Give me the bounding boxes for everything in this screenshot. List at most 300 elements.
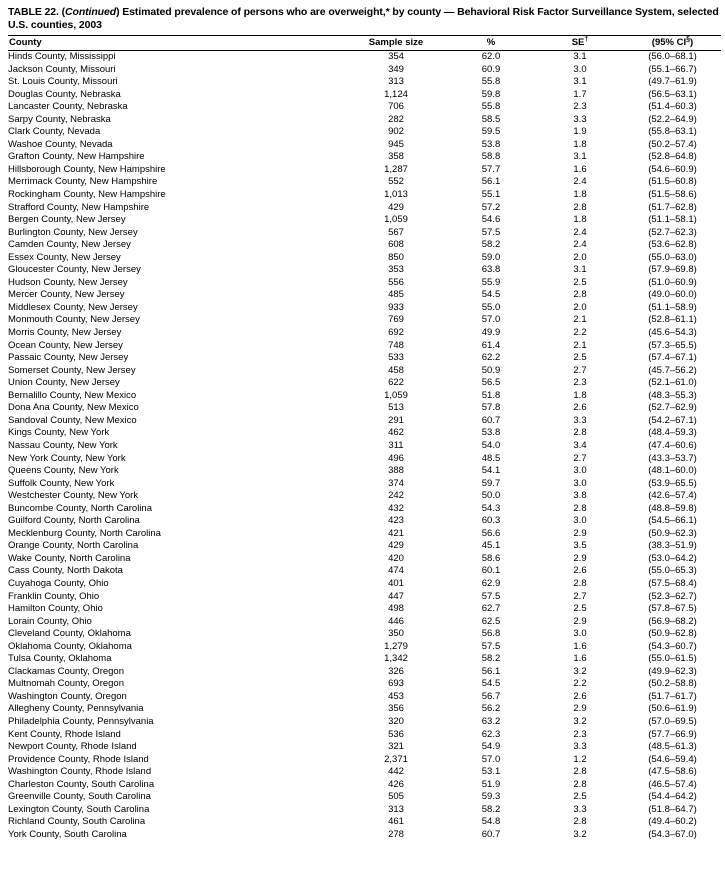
table-row <box>8 151 721 164</box>
cell-percent: 54.6 <box>481 214 501 226</box>
cell-ci: (54.2–67.1) <box>648 414 697 426</box>
cell-se: 2.4 <box>573 226 587 238</box>
cell-se: 2.1 <box>573 339 587 351</box>
cell-percent: 57.7 <box>481 163 501 175</box>
cell-se: 1.8 <box>573 214 587 226</box>
table-row <box>8 553 721 566</box>
column-header-ci-footnote: § <box>686 35 691 43</box>
cell-percent: 60.3 <box>481 515 501 527</box>
cell-percent: 57.5 <box>481 590 501 602</box>
cell-county: Sandoval County, New Mexico <box>8 414 137 426</box>
table-row <box>8 176 721 189</box>
cell-county: New York County, New York <box>8 452 126 464</box>
cell-county: Clark County, Nevada <box>8 126 101 138</box>
cell-ci: (47.4–60.6) <box>648 439 697 451</box>
cell-ci: (54.3–60.7) <box>648 640 697 652</box>
cell-se: 1.6 <box>573 653 587 665</box>
table-row <box>8 239 721 252</box>
cell-se: 3.1 <box>573 264 587 276</box>
table-row <box>8 302 721 315</box>
table-row <box>8 126 721 139</box>
cell-county: Westchester County, New York <box>8 490 139 502</box>
cell-ci: (45.6–54.3) <box>648 327 697 339</box>
cell-county: Gloucester County, New Jersey <box>8 264 141 276</box>
cell-sample-size: 326 <box>388 665 404 677</box>
cell-percent: 57.2 <box>481 201 501 213</box>
cell-sample-size: 474 <box>388 565 404 577</box>
cell-percent: 53.1 <box>481 766 501 778</box>
table-row <box>8 804 721 817</box>
cell-percent: 45.1 <box>481 540 501 552</box>
cell-percent: 54.5 <box>481 678 501 690</box>
table-title-prefix: TABLE 22. ( <box>8 6 66 18</box>
cell-county: Orange County, North Carolina <box>8 540 139 552</box>
cell-sample-size: 349 <box>388 63 404 75</box>
table-row <box>8 816 721 829</box>
column-header-percent: % <box>446 36 536 51</box>
cell-sample-size: 1,342 <box>384 653 408 665</box>
cell-percent: 54.8 <box>481 816 501 828</box>
table-row <box>8 465 721 478</box>
table-row <box>8 729 721 742</box>
cell-percent: 63.8 <box>481 264 501 276</box>
table-row <box>8 202 721 215</box>
cell-sample-size: 447 <box>388 590 404 602</box>
cell-se: 3.2 <box>573 715 587 727</box>
cell-county: Providence County, Rhode Island <box>8 753 149 765</box>
cell-percent: 59.5 <box>481 126 501 138</box>
cell-sample-size: 442 <box>388 766 404 778</box>
table-row <box>8 603 721 616</box>
cell-percent: 58.2 <box>481 653 501 665</box>
cell-percent: 57.0 <box>481 753 501 765</box>
cell-se: 2.0 <box>573 251 587 263</box>
cell-se: 3.3 <box>573 803 587 815</box>
cell-percent: 56.2 <box>481 703 501 715</box>
cell-se: 3.0 <box>573 63 587 75</box>
cell-percent: 62.2 <box>481 352 501 364</box>
cell-sample-size: 461 <box>388 816 404 828</box>
cell-sample-size: 933 <box>388 301 404 313</box>
cell-sample-size: 278 <box>388 828 404 840</box>
column-header-ci-close: ) <box>690 37 694 48</box>
cell-se: 1.9 <box>573 126 587 138</box>
cell-percent: 53.8 <box>481 138 501 150</box>
cell-percent: 60.9 <box>481 63 501 75</box>
cell-sample-size: 533 <box>388 352 404 364</box>
cell-ci: (49.9–62.3) <box>648 665 697 677</box>
cell-sample-size: 388 <box>388 465 404 477</box>
cell-ci: (48.8–59.8) <box>648 502 697 514</box>
cell-percent: 48.5 <box>481 452 501 464</box>
cell-sample-size: 556 <box>388 276 404 288</box>
column-header-se <box>536 36 624 51</box>
cell-ci: (53.0–64.2) <box>648 552 697 564</box>
table-row <box>8 340 721 353</box>
cell-ci: (55.1–66.7) <box>648 63 697 75</box>
cell-percent: 59.7 <box>481 477 501 489</box>
table-row <box>8 390 721 403</box>
table-row <box>8 578 721 591</box>
cell-sample-size: 321 <box>388 741 404 753</box>
cell-ci: (57.0–69.5) <box>648 715 697 727</box>
cell-ci: (51.5–58.6) <box>648 189 697 201</box>
cell-county: Mecklenburg County, North Carolina <box>8 527 161 539</box>
table-row <box>8 666 721 679</box>
cell-sample-size: 945 <box>388 138 404 150</box>
cell-se: 2.5 <box>573 603 587 615</box>
cell-sample-size: 485 <box>388 289 404 301</box>
cell-sample-size: 622 <box>388 377 404 389</box>
cell-percent: 62.7 <box>481 603 501 615</box>
cell-ci: (52.7–62.9) <box>648 402 697 414</box>
cell-county: Camden County, New Jersey <box>8 239 131 251</box>
cell-sample-size: 1,013 <box>384 189 408 201</box>
cell-se: 2.7 <box>573 452 587 464</box>
cell-ci: (53.6–62.8) <box>648 239 697 251</box>
cell-ci: (54.4–64.2) <box>648 791 697 803</box>
cell-ci: (57.9–69.8) <box>648 264 697 276</box>
cell-county: Washington County, Oregon <box>8 690 127 702</box>
cell-se: 3.0 <box>573 515 587 527</box>
cell-sample-size: 498 <box>388 603 404 615</box>
cell-county: Cuyahoga County, Ohio <box>8 577 109 589</box>
cell-se: 3.1 <box>573 51 587 62</box>
table-row <box>8 791 721 804</box>
cell-sample-size: 1,059 <box>384 214 408 226</box>
cell-sample-size: 311 <box>388 439 404 451</box>
cell-se: 2.8 <box>573 816 587 828</box>
cell-sample-size: 552 <box>388 176 404 188</box>
cell-county: Washington County, Rhode Island <box>8 766 152 778</box>
cell-ci: (57.5–68.4) <box>648 577 697 589</box>
cell-county: Burlington County, New Jersey <box>8 226 138 238</box>
cell-sample-size: 320 <box>388 715 404 727</box>
cell-sample-size: 693 <box>388 678 404 690</box>
cell-sample-size: 1,059 <box>384 389 408 401</box>
table-row <box>8 327 721 340</box>
cell-ci: (51.4–60.3) <box>648 101 697 113</box>
cell-ci: (42.6–57.4) <box>648 490 697 502</box>
cell-ci: (47.5–58.6) <box>648 766 697 778</box>
cell-ci: (48.1–60.0) <box>648 465 697 477</box>
cell-percent: 57.5 <box>481 640 501 652</box>
table-row <box>8 440 721 453</box>
cell-county: Richland County, South Carolina <box>8 816 146 828</box>
cell-sample-size: 2,371 <box>384 753 408 765</box>
cell-ci: (56.9–68.2) <box>648 615 697 627</box>
table-row <box>8 114 721 127</box>
cell-se: 2.9 <box>573 615 587 627</box>
table-row <box>8 503 721 516</box>
cell-se: 2.5 <box>573 791 587 803</box>
cell-percent: 62.3 <box>481 728 501 740</box>
cell-percent: 55.9 <box>481 276 501 288</box>
cell-percent: 55.0 <box>481 301 501 313</box>
cell-ci: (51.1–58.9) <box>648 301 697 313</box>
cell-se: 2.5 <box>573 352 587 364</box>
cell-sample-size: 358 <box>388 151 404 163</box>
cell-sample-size: 426 <box>388 778 404 790</box>
cell-ci: (55.0–63.0) <box>648 251 697 263</box>
cell-percent: 54.3 <box>481 502 501 514</box>
cell-percent: 56.1 <box>481 665 501 677</box>
cell-county: Jackson County, Missouri <box>8 63 116 75</box>
cell-ci: (51.7–62.8) <box>648 201 697 213</box>
table-row <box>8 189 721 202</box>
table-row <box>8 402 721 415</box>
table-row <box>8 565 721 578</box>
cell-ci: (52.8–64.8) <box>648 151 697 163</box>
table-row <box>8 352 721 365</box>
cell-county: St. Louis County, Missouri <box>8 76 118 88</box>
cell-percent: 56.5 <box>481 377 501 389</box>
cell-percent: 57.8 <box>481 402 501 414</box>
cell-se: 3.0 <box>573 477 587 489</box>
cell-county: Essex County, New Jersey <box>8 251 121 263</box>
cell-ci: (49.0–60.0) <box>648 289 697 301</box>
cell-ci: (48.4–59.3) <box>648 427 697 439</box>
cell-se: 3.2 <box>573 828 587 840</box>
cell-county: Mercer County, New Jersey <box>8 289 125 301</box>
cell-se: 3.5 <box>573 540 587 552</box>
column-header-ci-label: (95% CI <box>651 37 687 48</box>
cell-se: 2.7 <box>573 590 587 602</box>
cell-county: Kings County, New York <box>8 427 110 439</box>
cell-sample-size: 536 <box>388 728 404 740</box>
cell-sample-size: 608 <box>388 239 404 251</box>
cell-ci: (48.5–61.3) <box>648 741 697 753</box>
cell-county: Guilford County, North Carolina <box>8 515 140 527</box>
cell-ci: (57.8–67.5) <box>648 603 697 615</box>
cell-county: Clackamas County, Oregon <box>8 665 124 677</box>
cell-ci: (52.1–61.0) <box>648 377 697 389</box>
cell-ci: (49.7–61.9) <box>648 76 697 88</box>
table-row <box>8 89 721 102</box>
cell-sample-size: 354 <box>388 51 404 62</box>
cell-percent: 54.1 <box>481 465 501 477</box>
cell-county: Sarpy County, Nebraska <box>8 113 111 125</box>
cell-sample-size: 291 <box>388 414 404 426</box>
cell-county: Greenville County, South Carolina <box>8 791 151 803</box>
table-row <box>8 779 721 792</box>
cell-ci: (57.4–67.1) <box>648 352 697 364</box>
cell-se: 3.3 <box>573 741 587 753</box>
cell-percent: 63.2 <box>481 715 501 727</box>
table-row <box>8 616 721 629</box>
cell-county: Franklin County, Ohio <box>8 590 100 602</box>
cell-se: 2.5 <box>573 276 587 288</box>
cell-sample-size: 353 <box>388 264 404 276</box>
cell-ci: (54.3–67.0) <box>648 828 697 840</box>
cell-ci: (50.2–57.4) <box>648 138 697 150</box>
cell-se: 2.4 <box>573 176 587 188</box>
cell-se: 2.8 <box>573 201 587 213</box>
table-row <box>8 515 721 528</box>
cell-county: Cass County, North Dakota <box>8 565 123 577</box>
column-header-se-footnote: † <box>584 35 589 43</box>
table-body <box>8 51 721 842</box>
cell-percent: 59.8 <box>481 88 501 100</box>
cell-se: 1.8 <box>573 189 587 201</box>
cell-se: 2.8 <box>573 289 587 301</box>
cell-se: 2.1 <box>573 314 587 326</box>
cell-sample-size: 356 <box>388 703 404 715</box>
cell-sample-size: 458 <box>388 364 404 376</box>
cell-sample-size: 429 <box>388 201 404 213</box>
cell-percent: 55.1 <box>481 189 501 201</box>
table-row <box>8 453 721 466</box>
cell-se: 2.6 <box>573 402 587 414</box>
cell-sample-size: 496 <box>388 452 404 464</box>
table-row <box>8 829 721 842</box>
cell-ci: (46.5–57.4) <box>648 778 697 790</box>
cell-county: Cleveland County, Oklahoma <box>8 628 131 640</box>
table-row <box>8 139 721 152</box>
cell-sample-size: 1,279 <box>384 640 408 652</box>
cell-percent: 56.8 <box>481 628 501 640</box>
table-row <box>8 252 721 265</box>
cell-se: 3.8 <box>573 490 587 502</box>
table-row <box>8 766 721 779</box>
table-title-suffix: ) Estimated prevalence of persons who are overweight,* by county — Behavioral Risk Factor Surveillance System, selected U.S. counties, 2003 <box>8 6 719 31</box>
cell-se: 2.6 <box>573 565 587 577</box>
cell-county: Union County, New Jersey <box>8 377 120 389</box>
prevalence-table <box>8 35 721 841</box>
table-row <box>8 653 721 666</box>
cell-sample-size: 446 <box>388 615 404 627</box>
cell-percent: 58.6 <box>481 552 501 564</box>
cell-county: Hillsborough County, New Hampshire <box>8 163 166 175</box>
cell-ci: (38.3–51.9) <box>648 540 697 552</box>
cell-county: York County, South Carolina <box>8 828 127 840</box>
cell-percent: 60.1 <box>481 565 501 577</box>
table-row <box>8 691 721 704</box>
cell-se: 1.6 <box>573 640 587 652</box>
cell-sample-size: 282 <box>388 113 404 125</box>
cell-percent: 59.0 <box>481 251 501 263</box>
cell-se: 3.4 <box>573 439 587 451</box>
cell-se: 1.2 <box>573 753 587 765</box>
cell-percent: 56.6 <box>481 527 501 539</box>
cell-se: 2.9 <box>573 552 587 564</box>
cell-se: 2.0 <box>573 301 587 313</box>
cell-county: Bergen County, New Jersey <box>8 214 126 226</box>
cell-percent: 61.4 <box>481 339 501 351</box>
column-header-ci <box>624 36 721 51</box>
cell-se: 2.4 <box>573 239 587 251</box>
cell-county: Washoe County, Nevada <box>8 138 113 150</box>
cell-percent: 50.9 <box>481 364 501 376</box>
cell-se: 3.0 <box>573 465 587 477</box>
cell-county: Rockingham County, New Hampshire <box>8 189 166 201</box>
cell-se: 2.8 <box>573 577 587 589</box>
cell-se: 2.7 <box>573 364 587 376</box>
cell-se: 1.8 <box>573 138 587 150</box>
cell-percent: 59.3 <box>481 791 501 803</box>
cell-ci: (51.7–61.7) <box>648 690 697 702</box>
cell-sample-size: 706 <box>388 101 404 113</box>
table-row <box>8 678 721 691</box>
cell-ci: (54.6–59.4) <box>648 753 697 765</box>
cell-ci: (43.3–53.7) <box>648 452 697 464</box>
cell-sample-size: 432 <box>388 502 404 514</box>
cell-county: Merrimack County, New Hampshire <box>8 176 158 188</box>
table-header-row <box>8 36 721 51</box>
cell-ci: (51.5–60.8) <box>648 176 697 188</box>
cell-se: 3.1 <box>573 151 587 163</box>
cell-ci: (50.9–62.8) <box>648 628 697 640</box>
cell-percent: 54.9 <box>481 741 501 753</box>
cell-percent: 50.0 <box>481 490 501 502</box>
table-title-continued: Continued <box>65 6 117 18</box>
column-header-sample-size: Sample size <box>346 36 446 51</box>
cell-sample-size: 421 <box>388 527 404 539</box>
cell-sample-size: 505 <box>388 791 404 803</box>
cell-percent: 54.5 <box>481 289 501 301</box>
cell-ci: (48.3–55.3) <box>648 389 697 401</box>
cell-percent: 51.8 <box>481 389 501 401</box>
column-header-county: County <box>8 36 346 51</box>
cell-county: Morris County, New Jersey <box>8 327 122 339</box>
cell-percent: 56.7 <box>481 690 501 702</box>
cell-ci: (50.6–61.9) <box>648 703 697 715</box>
cell-percent: 58.5 <box>481 113 501 125</box>
cell-county: Newport County, Rhode Island <box>8 741 137 753</box>
table-row <box>8 540 721 553</box>
cell-se: 1.6 <box>573 163 587 175</box>
cell-sample-size: 374 <box>388 477 404 489</box>
cell-county: Lancaster County, Nebraska <box>8 101 128 113</box>
cell-sample-size: 313 <box>388 76 404 88</box>
table-row <box>8 703 721 716</box>
cell-se: 2.9 <box>573 703 587 715</box>
cell-sample-size: 401 <box>388 577 404 589</box>
cell-ci: (57.3–65.5) <box>648 339 697 351</box>
table-row <box>8 741 721 754</box>
cell-se: 2.8 <box>573 766 587 778</box>
cell-percent: 62.5 <box>481 615 501 627</box>
cell-percent: 58.8 <box>481 151 501 163</box>
table-row <box>8 365 721 378</box>
cell-ci: (51.8–64.7) <box>648 803 697 815</box>
cell-se: 2.8 <box>573 502 587 514</box>
cell-county: Suffolk County, New York <box>8 477 115 489</box>
cell-percent: 62.0 <box>481 51 501 62</box>
cell-percent: 49.9 <box>481 327 501 339</box>
cell-percent: 62.9 <box>481 577 501 589</box>
cell-county: Queens County, New York <box>8 465 119 477</box>
cell-county: Charleston County, South Carolina <box>8 778 155 790</box>
cell-sample-size: 748 <box>388 339 404 351</box>
cell-percent: 51.9 <box>481 778 501 790</box>
cell-se: 3.0 <box>573 628 587 640</box>
cell-sample-size: 513 <box>388 402 404 414</box>
cell-ci: (50.9–62.3) <box>648 527 697 539</box>
cell-percent: 56.1 <box>481 176 501 188</box>
cell-ci: (55.0–65.3) <box>648 565 697 577</box>
cell-sample-size: 769 <box>388 314 404 326</box>
cell-county: Lorain County, Ohio <box>8 615 92 627</box>
table-row <box>8 314 721 327</box>
cell-se: 2.3 <box>573 101 587 113</box>
cell-ci: (52.8–61.1) <box>648 314 697 326</box>
cell-county: Buncombe County, North Carolina <box>8 502 152 514</box>
cell-county: Allegheny County, Pennsylvania <box>8 703 144 715</box>
cell-sample-size: 350 <box>388 628 404 640</box>
table-title <box>8 6 719 31</box>
table-row <box>8 51 721 64</box>
